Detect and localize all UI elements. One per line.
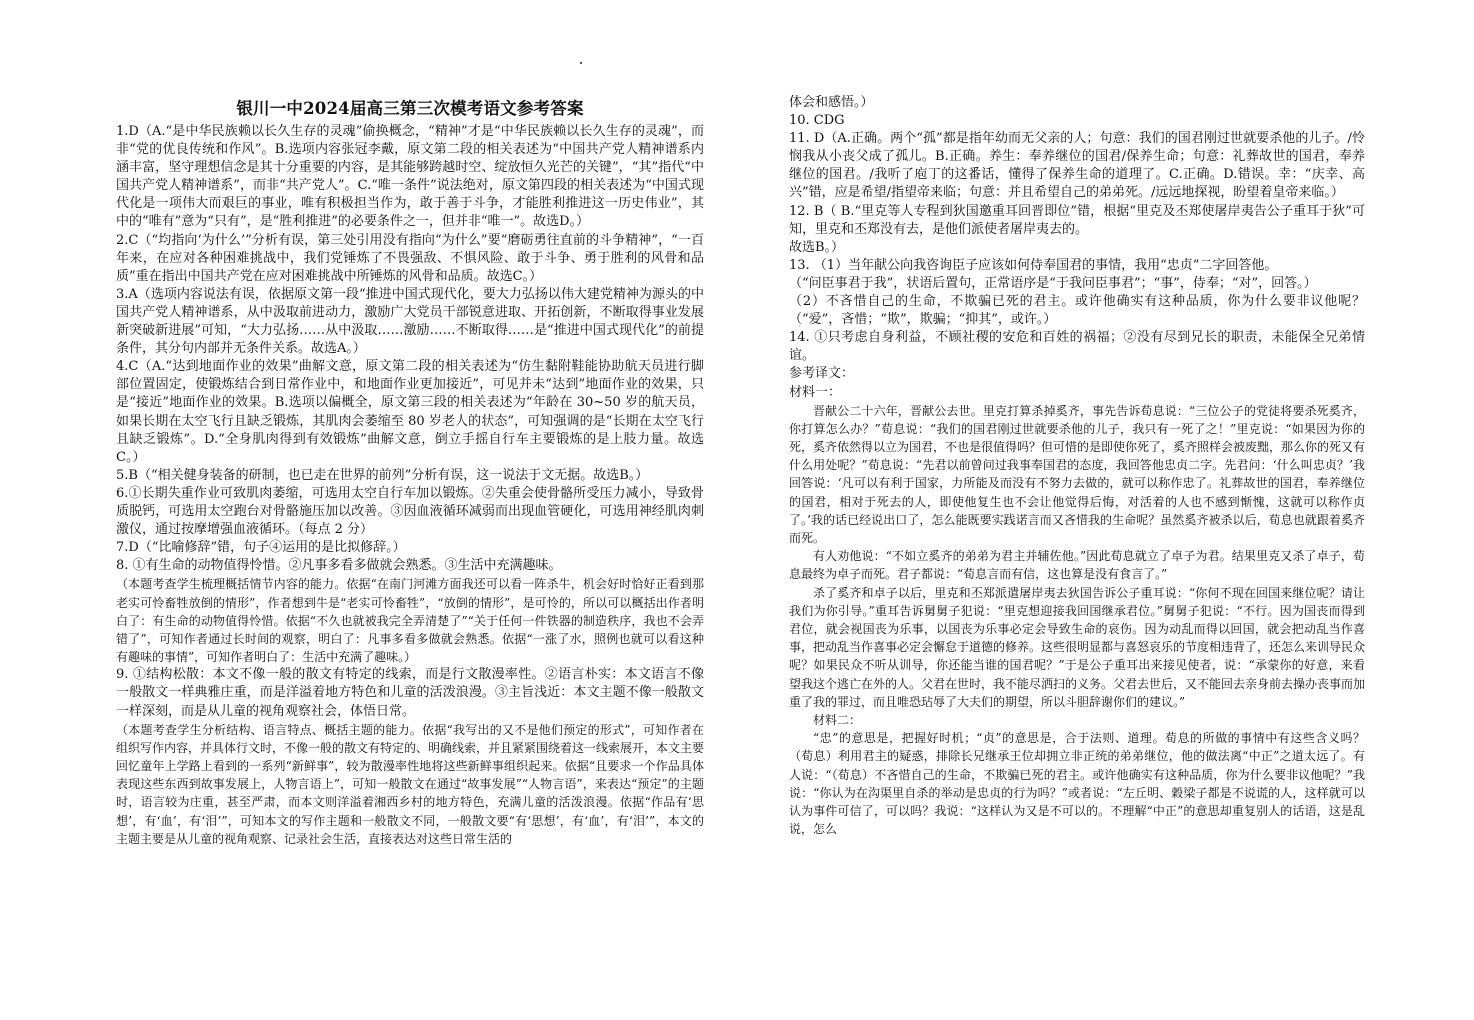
answer-4: 4.C（A.“达到地面作业的效果”曲解文意，原文第二段的相关表述为“仿生黏附鞋能协助航天员进行脚部位置固定，使锻炼结合到日常作业中，和地面作业更加接近”，可见并未“达到”地面作业的效果，只是“接近”地面作业的效果。B.选项以偏概全，原文第三段的相关表述为“年龄在 30~50 岁的航天员，如果长期在太空飞行且缺乏锻炼，其肌肉会萎缩至 80 岁老人的状态”，可知强调的是“长期在太空飞行且缺乏锻炼”。D.“全身肌肉得到有效锻炼”曲解文意，倒立手摇自行车主要锻炼的是上肢力量。故选C。）	[116, 359, 704, 465]
answer-12-end: 故选B。）	[789, 239, 845, 255]
scan-dot	[580, 62, 582, 64]
answer-7: 7.D（“比喻修辞”错，句子④运用的是比拟修辞。）	[116, 540, 406, 556]
answer-14: 14. ①只考虑自身利益，不顾社稷的安危和百姓的祸福；②没有尽到兄长的职责，未能保全兄弟情谊。	[789, 330, 1365, 364]
material-1-heading: 材料一：	[789, 384, 842, 400]
answer-13-1: 13. （1）当年献公向我咨询臣子应该如何侍奉国君的事情，我用“忠贞”二字回答他。	[789, 257, 1278, 273]
translation-paragraph-2: 有人劝他说：“不如立奚齐的弟弟为君主并辅佐他。”因此荀息就立了卓子为君。结果里克又杀了卓子，荀息最终为卓子而死。君子都说：“荀息言而有信，这也算是没有食言了。”	[789, 549, 1365, 582]
answer-13-2: （2）不吝惜自己的生命，不欺骗已死的君主。或许他确实有这种品质，你为什么要非议他呢？（“爱”，吝惜；“欺”，欺骗；“抑其”，或许。）	[789, 294, 1365, 328]
answer-13-1-note: （“问臣事君于我”，状语后置句，正常语序是“于我问臣事君”；“事”，侍奉；“对”，回答。）	[789, 275, 1317, 291]
answer-8-explanation: （本题考查学生梳理概括情节内容的能力。依据“在南门河滩方面我还可以看一阵杀牛，机会好时恰好正看到那老实可怜畜牲放倒的情形”，作者想到牛是“老实可怜畜牲”，“放倒的情形”，是可怜的，所以可以概括出作者明白了：有生命的动物值得怜惜。依据“不久也就被我完全弄清楚了”“关于任何一件铁器的制造秩序，我也不会弄错了”，可知作者通过长时间的观察，明白了：凡事多看多做就会熟悉。依据“一涨了水，照例也就可以看这种有趣味的事情”，可知作者明白了：生活中充满了趣味。）	[116, 577, 704, 665]
answer-12: 12. B（ B.“里克等人专程到狄国邀重耳回晋即位”错，根据“里克及丕郑使屠岸夷告公子重耳于狄”可知，里克和丕郑没有去，是他们派使者屠岸夷去的。	[789, 203, 1365, 237]
answer-9-explanation: （本题考查学生分析结构、语言特点、概括主题的能力。依据“我写出的又不是他们预定的形式”，可知作者在组织写作内容，并具体行文时，不像一般的散文有特定的、明确线索，并且紧紧围绕着这一线索展开，本文主要回忆童年上学路上看到的一系列“新鲜事”，较为散漫率性地将这些新鲜事组织起来。依据“且要求一个作品具体表现这些东西到故事发展上，人物言语上”，可知一般散文在通过“故事发展”“人物言语”，来表达“预定”的主题时，语言较为庄重，甚至严肃，而本文则洋溢着湘西乡村的地方特色，充满儿童的活泼浪漫。依据“作品有‘思想’，有‘血’，有‘泪’”，可知本文的写作主题和一般散文不同，一般散文要“有‘思想’，有‘血’，有‘泪’”，本文的主题主要是从儿童的视角观察、记录社会生活，直接表达对这些日常生活的	[116, 722, 705, 846]
answer-10: 10. CDG	[789, 113, 845, 129]
answer-6: 6.①长期失重作业可致肌肉萎缩，可选用太空自行车加以锻炼。②失重会使骨骼所受压力减小，导致骨质脱钙，可选用太空跑台对骨骼施压加以改善。③因血液循环减弱而出现血管硬化，可选用神经肌肉刺激仪，通过按摩增强血液循环。（每点 2 分）	[116, 485, 704, 538]
left-column	[116, 94, 704, 848]
translation-paragraph-1: 晋献公二十六年，晋献公去世。里克打算杀掉奚齐，事先告诉荀息说：“三位公子的党徒将要杀死奚齐，你打算怎么办？”荀息说：“我们的国君刚过世就要杀他的儿子，我只有一死了之！”里克说：“如果因为你的死，奚齐依然得以立为国君，不也是很值得吗？但可惜的是即使你死了，奚齐照样会被废黜，那么你的死又有什么用处呢？”荀息说：“先君以前曾问过我事奉国君的态度，我回答他忠贞二字。先君问：‘什么叫忠贞？’我回答说：‘凡可以有利于国家，力所能及而没有不努力去做的，就可以称作忠了。礼葬故世的国君，奉养继位的国君，相对于死去的人，即使他复生也不会让他觉得后悔，对活着的人也不感到惭愧，这就可以称作贞了。’我的话已经说出口了，怎么能既要实践诺言而又吝惜我的生命呢？虽然奚齐被杀以后，荀息也就跟着奚齐而死。	[789, 403, 1366, 546]
translation-paragraph-3: 杀了奚齐和卓子以后，里克和丕郑派遣屠岸夷去狄国告诉公子重耳说：“你何不现在回国来继位呢？请让我们为你引导。”重耳告诉舅舅子犯说：“里克想迎接我回国继承君位。”舅舅子犯说：“不行。因为国丧而得到君位，就会视国丧为乐事，以国丧为乐事必定会导致生命的哀伤。因为动乱而得以回国，就会把动乱当作喜事，把动乱当作喜事必定会懈怠于道德的修养。这些很明显都与喜怒哀乐的节度相违背了，还怎么来训导民众呢？如果民众不听从训导，你还能当谁的国君呢？”于是公子重耳出来接见使者，说：“承蒙你的好意，来看望我这个逃亡在外的人。父君在世时，我不能尽洒扫的义务。父君去世后，又不能回去亲身前去操办丧事而加重了我的罪过，而且唯恐玷辱了大夫们的期望，所以斗胆辞谢你们的建议。”	[789, 585, 1366, 709]
answer-9: 9. ①结构松散：本文不像一般的散文有特定的线索，而是行文散漫率性。②语言朴实：本文语言不像一般散文一样典雅庄重，而是洋溢着地方特色和儿童的活泼浪漫。③主旨浅近：本文主题不像一般散文一样深刻，而是从儿童的视角观察社会，体悟日常。	[116, 667, 704, 719]
translation-paragraph-4: “忠”的意思是，把握好时机；“贞”的意思是，合于法则、道理。荀息的所做的事情中有这些含义吗？（荀息）利用君主的疑惑，排除长兄继承王位却拥立非正统的弟弟继位，他的做法离“中正”之道太远了。有人说：“（荀息）不吝惜自己的生命，不欺骗已死的君主。或许他确实有这种品质，你为什么要非议他呢？”我说：“你认为在沟渠里自杀的举动是忠贞的行为吗？”或者说：“左丘明、穀梁子都是不说谎的人，这样就可以认为事件可信了，可以吗？我说：“这样认为又是不可以的。不理解“中正”的意思却重复别人的话语，这是乱说，怎么	[789, 731, 1365, 837]
answer-2: 2.C（“均指向‘为什么’”分析有误，第三处引用没有指向“为什么”要“磨砺勇往直前的斗争精神”，“一百年来，在应对各种困难挑战中，我们党锤炼了不畏强敌、不惧风险、敢于斗争、勇于胜利的风骨和品质”重在指出中国共产党在应对困难挑战中所锤炼的风骨和品质。故选C。）	[116, 232, 704, 284]
answer-8: 8. ①有生命的动物值得怜惜。②凡事多看多做就会熟悉。③生活中充满趣味。	[116, 558, 562, 574]
answer-9-end: 体会和感悟。）	[789, 95, 874, 110]
answer-3: 3.A（选项内容说法有误，依据原文第一段“推进中国式现代化，要大力弘扬以伟大建党精神为源头的中国共产党人精神谱系，从中汲取前进动力，激励广大党员干部锐意进取、开拓创新，不断取得事业发展新突破新进展”可知，“大力弘扬……从中汲取……激励……不断取得……是“推进中国式现代化”的前提条件，其分句内部并无条件关系。故选A。）	[116, 286, 704, 357]
answer-1: 1.D（A.“是中华民族赖以长久生存的灵魂”偷换概念，“精神”才是“中华民族赖以长久生存的灵魂”，而非“党的优良传统和作风”。B.选项内容张冠李戴，原文第二段的相关表述为“中国共产党人精神谱系内涵丰富，坚守理想信念是其十分重要的内容，是其能够跨越时空、绽放恒久光芒的关键”，“其”指代“中国共产党人精神谱系”，而非“共产党人”。C.“唯一条件”说法绝对，原文第四段的相关表述为“中国式现代化是一项伟大而艰巨的事业，唯有积极担当作为，敢于善于斗争，才能胜利推进这一历史伟业”，其中的“唯有”意为“只有”，是“胜利推进”的必要条件之一，但并非“唯一”。故选D。）	[116, 124, 704, 230]
answer-5: 5.B（“相关健身装备的研制，也已走在世界的前列”分析有误，这一说法于文无据。故选B。）	[116, 467, 649, 483]
translation-heading: 参考译文：	[789, 366, 855, 382]
answer-11: 11. D（A.正确。两个“孤”都是指年幼而无父亲的人；句意：我们的国君刚过世就要杀他的儿子。/怜悯我从小丧父成了孤儿。B.正确。养生：奉养继位的国君/保养生命；句意：礼葬故世的国君，奉养继位的国君。/我听了庖丁的这番话，懂得了保养生命的道理了。C.正确。D.错误。幸：“庆幸、高兴”错，应是希望/指望帝来临；句意：并且希望自己的弟弟死。/远远地探视，盼望着皇帝来临。）	[789, 131, 1365, 201]
material-2-heading: 材料二：	[813, 713, 862, 728]
page-title: 银川一中2024届高三第三次模考语文参考答案	[236, 99, 584, 118]
right-column	[789, 94, 1365, 838]
